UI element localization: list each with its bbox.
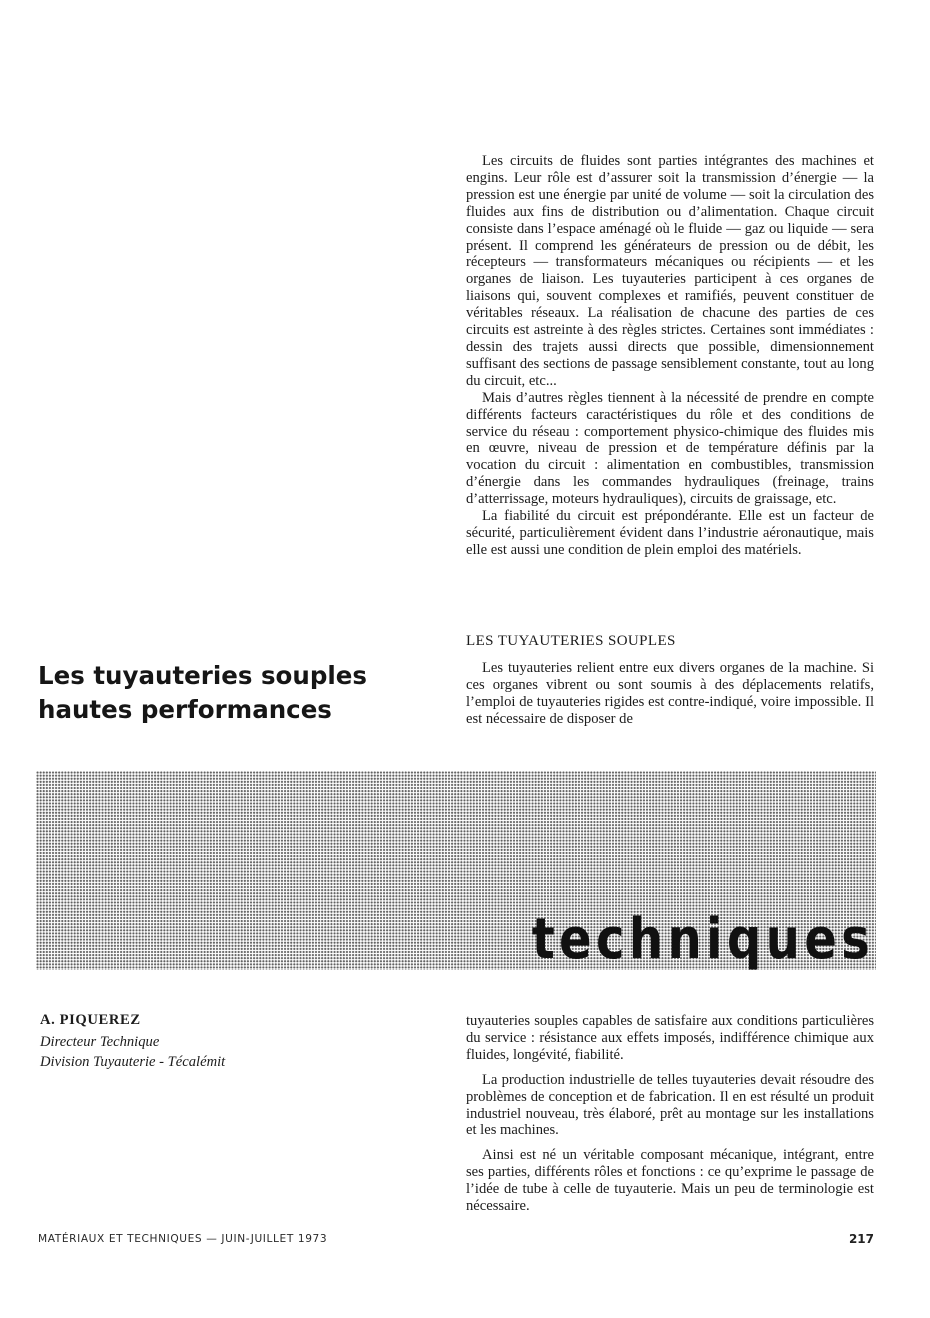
intro-paragraph-3: La fiabilité du circuit est prépondérante. Elle est un facteur de sécurité, particulièrement évident dans l’industrie aéronautique, mais elle est aussi une condition de plein emploi des matériels. [466,508,874,558]
article-title [38,659,428,727]
continuation-paragraph-1: tuyauteries souples capables de satisfaire aux conditions particulières du service : résistance aux effets imposés, indifférence chimique aux fluides, longévité, fiabilité. [466,1013,874,1063]
page-number: 217 [848,1232,874,1246]
intro-paragraph-2: Mais d’autres règles tiennent à la nécessité de prendre en compte différents facteurs caractéristiques du rôle et des conditions de service du réseau : comportement physico-chimique des fluides mis en œuvre, niveau de pression et de température définis par la vocation du circuit : alimentation en combustibles, transmission d’énergie dans les commandes hydrauliques (freinage, trains d’atterrissage, moteurs hydrauliques), circuits de graissage, etc. [466,389,874,508]
techniques-banner [36,771,876,970]
author-role-1: Directeur Technique [40,1033,160,1050]
techniques-word: techniques [531,907,874,972]
footer-journal: MATÉRIAUX ET TECHNIQUES — JUIN-JUILLET 1973 [38,1233,328,1245]
article-title-line-1: Les tuyauteries souples [38,661,367,690]
author-block [40,1010,225,1073]
section-paragraph: Les tuyauteries relient entre eux divers organes de la machine. Si ces organes vibrent ou sont soumis à des déplacements relatifs, l’emploi de tuyauteries rigides est contre-indiqué, voire impossible. Il est nécessaire de disposer de [466,660,874,727]
author-name: A. PIQUEREZ [40,1012,141,1028]
intro-text [466,153,874,559]
section-heading: LES TUYAUTERIES SOUPLES [466,633,676,649]
article-title-line-2: hautes performances [38,695,332,724]
intro-paragraph-1: Les circuits de fluides sont parties intégrantes des machines et engins. Leur rôle est d’assurer soit la transmission d’énergie — la pression est une énergie par unité de volume — soit la circulation des fluides aux fins de distribution ou d’alimentation. Chaque circuit consiste dans l’espace aménagé où le fluide — gaz ou liquide — sera présent. Il comprend les générateurs de pression ou de débit, les récepteurs — transformateurs mécaniques ou récipients — et les organes de liaison. Les tuyauteries participent à ces organes de liaisons qui, souvent complexes et ramifiés, peuvent constituer de véritables réseaux. La réalisation de chacune des parties de ces circuits est astreinte à des règles strictes. Certaines sont immédiates : dessin des trajets aussi directs que possible, dimensionnement suffisant des sections de passage sensiblement constante, tout au long du circuit, etc... [466,153,874,389]
author-role-2: Division Tuyauterie - Técalémit [40,1054,226,1070]
continuation-paragraph-2: La production industrielle de telles tuyauteries devait résoudre des problèmes de conception et de fabrication. Il en est résulté un produit industriel nouveau, très élaboré, prêt au montage sur les installations et les machines. [466,1071,874,1139]
continuation-paragraph-3: Ainsi est né un véritable composant mécanique, intégrant, entre ses parties, différents rôles et fonctions : ce qu’exprime le passage de l’idée de tube à celle de tuyauterie. Mais un peu de terminologie est nécessaire. [466,1147,874,1215]
continuation-text [466,1013,874,1223]
section-text [466,660,874,728]
